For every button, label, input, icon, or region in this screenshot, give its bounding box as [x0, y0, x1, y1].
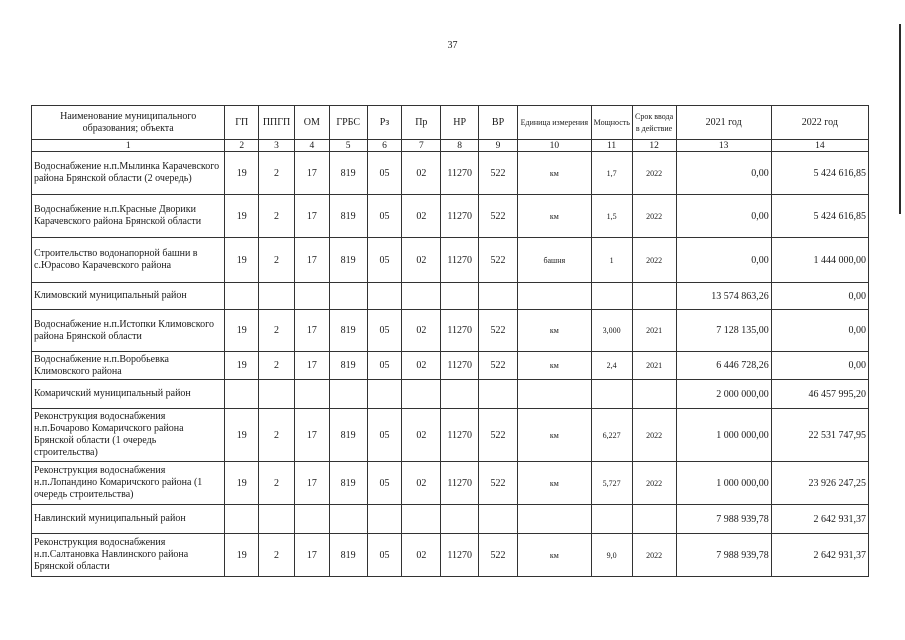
om-cell: 17 — [294, 534, 329, 577]
unit-cell: км — [517, 310, 591, 352]
power-cell: 1,5 — [591, 195, 632, 238]
power-cell: 6,227 — [591, 409, 632, 462]
vr-cell — [479, 505, 518, 534]
grbs-cell — [329, 283, 367, 310]
amount-2022-cell: 0,00 — [771, 352, 868, 380]
margin-mark — [899, 24, 901, 214]
power-cell — [591, 380, 632, 409]
grbs-cell: 819 — [329, 152, 367, 195]
pr-cell: 02 — [402, 238, 441, 283]
vr-cell: 522 — [479, 534, 518, 577]
table-row — [32, 534, 869, 577]
term-cell — [632, 283, 676, 310]
term-cell — [632, 505, 676, 534]
object-name: Водоснабжение н.п.Воробьевка Климовского района — [32, 352, 225, 380]
budget-table — [31, 105, 869, 577]
amount-2021-cell: 0,00 — [676, 238, 771, 283]
gp-cell: 19 — [225, 152, 259, 195]
unit-cell: км — [517, 409, 591, 462]
power-cell: 2,4 — [591, 352, 632, 380]
district-row — [32, 283, 869, 310]
header-row — [32, 106, 869, 140]
amount-2021-cell: 0,00 — [676, 195, 771, 238]
nr-cell: 11270 — [441, 534, 479, 577]
ppgp-cell: 2 — [259, 195, 295, 238]
unit-cell — [517, 505, 591, 534]
object-name: Реконструкция водоснабжения н.п.Лопандино Комаричского района (1 очередь строительства) — [32, 462, 225, 505]
pr-cell: 02 — [402, 534, 441, 577]
header-2022: 2022 год — [771, 106, 868, 140]
amount-2021-cell: 7 988 939,78 — [676, 505, 771, 534]
gp-cell — [225, 505, 259, 534]
object-name: Реконструкция водоснабжения н.п.Бочарово Комаричского района Брянской области (1 очередь строительства) — [32, 409, 225, 462]
column-number: 7 — [402, 140, 441, 152]
amount-2022-cell: 46 457 995,20 — [771, 380, 868, 409]
om-cell: 17 — [294, 238, 329, 283]
amount-2022-cell: 22 531 747,95 — [771, 409, 868, 462]
rz-cell: 05 — [367, 238, 402, 283]
ppgp-cell — [259, 283, 295, 310]
header-ppgp: ППГП — [259, 106, 295, 140]
ppgp-cell: 2 — [259, 238, 295, 283]
ppgp-cell — [259, 380, 295, 409]
nr-cell: 11270 — [441, 462, 479, 505]
unit-cell: км — [517, 462, 591, 505]
header-object-name: Наименование муниципального образования; объекта — [32, 106, 225, 140]
table-row — [32, 409, 869, 462]
vr-cell: 522 — [479, 310, 518, 352]
column-number: 1 — [32, 140, 225, 152]
table-row — [32, 238, 869, 283]
page-number: 37 — [447, 40, 458, 51]
pr-cell — [402, 505, 441, 534]
amount-2022-cell: 0,00 — [771, 283, 868, 310]
grbs-cell — [329, 505, 367, 534]
term-cell: 2021 — [632, 310, 676, 352]
pr-cell — [402, 283, 441, 310]
vr-cell — [479, 283, 518, 310]
object-name: Реконструкция водоснабжения н.п.Салтановка Навлинского района Брянской области — [32, 534, 225, 577]
gp-cell: 19 — [225, 310, 259, 352]
amount-2021-cell: 1 000 000,00 — [676, 409, 771, 462]
amount-2022-cell: 5 424 616,85 — [771, 195, 868, 238]
pr-cell: 02 — [402, 152, 441, 195]
table-row — [32, 462, 869, 505]
grbs-cell: 819 — [329, 534, 367, 577]
power-cell: 5,727 — [591, 462, 632, 505]
header-power: Мощность — [591, 106, 632, 140]
column-number: 4 — [294, 140, 329, 152]
gp-cell — [225, 283, 259, 310]
nr-cell: 11270 — [441, 195, 479, 238]
om-cell: 17 — [294, 195, 329, 238]
header-term: Срок ввода в действие — [632, 106, 676, 140]
amount-2021-cell: 1 000 000,00 — [676, 462, 771, 505]
pr-cell: 02 — [402, 409, 441, 462]
gp-cell: 19 — [225, 238, 259, 283]
pr-cell: 02 — [402, 462, 441, 505]
rz-cell — [367, 283, 402, 310]
grbs-cell: 819 — [329, 352, 367, 380]
amount-2022-cell: 23 926 247,25 — [771, 462, 868, 505]
om-cell: 17 — [294, 352, 329, 380]
amount-2021-cell: 7 128 135,00 — [676, 310, 771, 352]
column-number: 10 — [517, 140, 591, 152]
column-number: 12 — [632, 140, 676, 152]
rz-cell: 05 — [367, 352, 402, 380]
column-number: 3 — [259, 140, 295, 152]
amount-2022-cell: 0,00 — [771, 310, 868, 352]
om-cell: 17 — [294, 409, 329, 462]
column-number: 14 — [771, 140, 868, 152]
term-cell: 2022 — [632, 534, 676, 577]
nr-cell — [441, 380, 479, 409]
table-row — [32, 352, 869, 380]
term-cell: 2022 — [632, 152, 676, 195]
object-name: Водоснабжение н.п.Истопки Климовского района Брянской области — [32, 310, 225, 352]
amount-2022-cell: 2 642 931,37 — [771, 505, 868, 534]
term-cell: 2022 — [632, 462, 676, 505]
table-row — [32, 152, 869, 195]
nr-cell: 11270 — [441, 152, 479, 195]
rz-cell: 05 — [367, 310, 402, 352]
grbs-cell — [329, 380, 367, 409]
grbs-cell: 819 — [329, 409, 367, 462]
pr-cell — [402, 380, 441, 409]
nr-cell — [441, 505, 479, 534]
column-number: 8 — [441, 140, 479, 152]
vr-cell: 522 — [479, 352, 518, 380]
header-nr: НР — [441, 106, 479, 140]
grbs-cell: 819 — [329, 462, 367, 505]
ppgp-cell: 2 — [259, 462, 295, 505]
power-cell: 1,7 — [591, 152, 632, 195]
pr-cell: 02 — [402, 352, 441, 380]
district-name: Навлинский муниципальный район — [32, 505, 225, 534]
vr-cell: 522 — [479, 195, 518, 238]
grbs-cell: 819 — [329, 195, 367, 238]
header-pr: Пр — [402, 106, 441, 140]
power-cell: 3,000 — [591, 310, 632, 352]
grbs-cell: 819 — [329, 238, 367, 283]
ppgp-cell: 2 — [259, 352, 295, 380]
ppgp-cell — [259, 505, 295, 534]
header-rz: Рз — [367, 106, 402, 140]
header-unit: Единица измерения — [517, 106, 591, 140]
header-vr: ВР — [479, 106, 518, 140]
gp-cell — [225, 380, 259, 409]
header-2021: 2021 год — [676, 106, 771, 140]
district-row — [32, 505, 869, 534]
term-cell: 2022 — [632, 195, 676, 238]
gp-cell: 19 — [225, 195, 259, 238]
column-number: 13 — [676, 140, 771, 152]
ppgp-cell: 2 — [259, 534, 295, 577]
amount-2021-cell: 13 574 863,26 — [676, 283, 771, 310]
gp-cell: 19 — [225, 462, 259, 505]
nr-cell: 11270 — [441, 409, 479, 462]
rz-cell: 05 — [367, 409, 402, 462]
table-row — [32, 195, 869, 238]
term-cell: 2021 — [632, 352, 676, 380]
district-name: Климовский муниципальный район — [32, 283, 225, 310]
object-name: Водоснабжение н.п.Красные Дворики Карачевского района Брянской области — [32, 195, 225, 238]
unit-cell: км — [517, 534, 591, 577]
nr-cell: 11270 — [441, 310, 479, 352]
power-cell: 1 — [591, 238, 632, 283]
amount-2021-cell: 6 446 728,26 — [676, 352, 771, 380]
amount-2021-cell: 2 000 000,00 — [676, 380, 771, 409]
header-gp: ГП — [225, 106, 259, 140]
column-number: 11 — [591, 140, 632, 152]
om-cell — [294, 283, 329, 310]
power-cell: 9,0 — [591, 534, 632, 577]
vr-cell: 522 — [479, 238, 518, 283]
om-cell — [294, 505, 329, 534]
term-cell: 2022 — [632, 409, 676, 462]
unit-cell: км — [517, 195, 591, 238]
column-number: 5 — [329, 140, 367, 152]
om-cell: 17 — [294, 462, 329, 505]
column-number: 9 — [479, 140, 518, 152]
unit-cell: км — [517, 352, 591, 380]
om-cell — [294, 380, 329, 409]
rz-cell: 05 — [367, 195, 402, 238]
amount-2022-cell: 2 642 931,37 — [771, 534, 868, 577]
vr-cell — [479, 380, 518, 409]
ppgp-cell: 2 — [259, 310, 295, 352]
om-cell: 17 — [294, 310, 329, 352]
table-row — [32, 310, 869, 352]
vr-cell: 522 — [479, 152, 518, 195]
header-om: ОМ — [294, 106, 329, 140]
unit-cell: км — [517, 152, 591, 195]
unit-cell: башня — [517, 238, 591, 283]
rz-cell: 05 — [367, 152, 402, 195]
district-name: Комаричский муниципальный район — [32, 380, 225, 409]
nr-cell: 11270 — [441, 352, 479, 380]
column-number: 6 — [367, 140, 402, 152]
rz-cell: 05 — [367, 534, 402, 577]
term-cell: 2022 — [632, 238, 676, 283]
district-row — [32, 380, 869, 409]
unit-cell — [517, 283, 591, 310]
amount-2022-cell: 1 444 000,00 — [771, 238, 868, 283]
pr-cell: 02 — [402, 195, 441, 238]
column-number: 2 — [225, 140, 259, 152]
object-name: Строительство водонапорной башни в с.Юрасово Карачевского района — [32, 238, 225, 283]
vr-cell: 522 — [479, 462, 518, 505]
gp-cell: 19 — [225, 409, 259, 462]
om-cell: 17 — [294, 152, 329, 195]
amount-2022-cell: 5 424 616,85 — [771, 152, 868, 195]
rz-cell — [367, 505, 402, 534]
amount-2021-cell: 0,00 — [676, 152, 771, 195]
grbs-cell: 819 — [329, 310, 367, 352]
column-number-row — [32, 140, 869, 152]
object-name: Водоснабжение н.п.Мылинка Карачевского района Брянской области (2 очередь) — [32, 152, 225, 195]
ppgp-cell: 2 — [259, 152, 295, 195]
term-cell — [632, 380, 676, 409]
header-grbs: ГРБС — [329, 106, 367, 140]
nr-cell — [441, 283, 479, 310]
amount-2021-cell: 7 988 939,78 — [676, 534, 771, 577]
rz-cell: 05 — [367, 462, 402, 505]
vr-cell: 522 — [479, 409, 518, 462]
pr-cell: 02 — [402, 310, 441, 352]
unit-cell — [517, 380, 591, 409]
ppgp-cell: 2 — [259, 409, 295, 462]
nr-cell: 11270 — [441, 238, 479, 283]
power-cell — [591, 505, 632, 534]
gp-cell: 19 — [225, 534, 259, 577]
power-cell — [591, 283, 632, 310]
rz-cell — [367, 380, 402, 409]
gp-cell: 19 — [225, 352, 259, 380]
